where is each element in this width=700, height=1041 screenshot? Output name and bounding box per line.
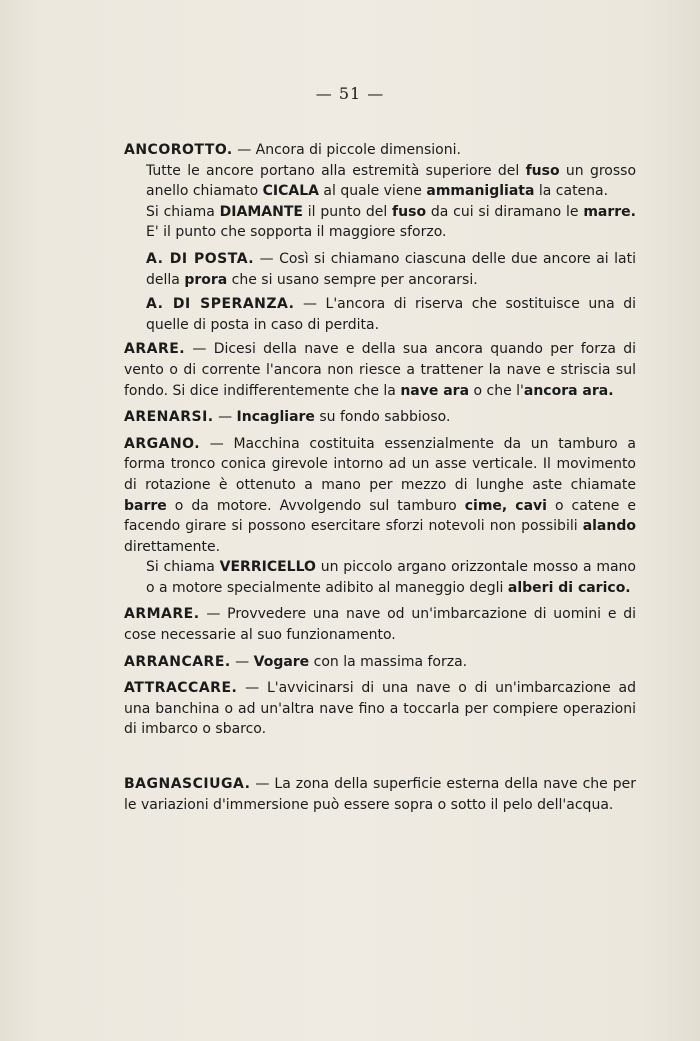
bold-term: barre (124, 497, 167, 514)
headword: ATTRACCARE. (124, 680, 238, 697)
bold-term: alberi di carico. (507, 579, 631, 596)
text: E' il punto che sopporta il maggiore sforzo. (146, 224, 447, 241)
text: L'ancora di riserva che sostituisce una di quelle di posta in caso di perdita. (146, 296, 636, 333)
bold-term: marre. (583, 203, 636, 220)
em-dash: — (254, 250, 280, 267)
headword: BAGNASCIUGA. (124, 776, 251, 793)
em-dash: — (213, 409, 237, 426)
bold-term: DIAMANTE (219, 203, 303, 220)
entry-arenarsi (124, 407, 636, 428)
em-dash: — (199, 606, 228, 623)
text: la catena. (534, 183, 609, 200)
entry-argano-paragraph-2 (124, 557, 636, 598)
bold-term: fuso (525, 162, 560, 179)
text: Tutte le ancore portano alla estremità superiore del (146, 162, 526, 179)
entry-attraccare (124, 678, 636, 740)
text: Si chiama (146, 203, 220, 220)
text: su fondo sabbioso. (314, 409, 451, 426)
bold-term: cavi (515, 497, 547, 514)
text: Dicesi della nave e della sua ancora quando per forza di vento o di corrente l'ancora non riesce a trattener la nave e striscia sul fondo. Si dice indifferentemente che la (124, 341, 636, 399)
bold-term: alando (582, 518, 636, 535)
text: Si chiama (146, 559, 220, 576)
text: L'avvicinarsi di una nave o di un'imbarcazione ad una banchina o ad un'altra nave fino a toccarla per compiere operazioni di imbarco o sbarco. (124, 680, 636, 738)
entry-ancorotto-paragraph-2 (124, 202, 636, 243)
text: con la massima forza. (309, 653, 468, 670)
text: da cui si diramano le (426, 203, 584, 220)
text: il punto del (302, 203, 393, 220)
section-gap (124, 746, 636, 774)
page-number: — 51 — (315, 84, 385, 103)
bold-term: ancora ara. (523, 382, 614, 399)
entry-argano (124, 434, 636, 599)
text: o da motore. Avvolgendo sul tamburo (166, 497, 465, 514)
bold-term: cime, (464, 497, 508, 514)
text: un grosso anello chiamato (146, 162, 637, 200)
definition-text: Ancora di piccole dimensioni. (255, 142, 461, 158)
headword: ARGANO. (124, 435, 201, 452)
text: o che l' (469, 382, 524, 399)
entry-ancorotto-paragraph-1 (124, 161, 636, 202)
entry-ancorotto (124, 140, 636, 243)
em-dash: — (250, 776, 275, 793)
headword: ARMARE. (124, 606, 200, 623)
em-dash: — (200, 435, 234, 452)
headword: A. DI SPERANZA. (146, 296, 295, 313)
em-dash: — (294, 296, 326, 313)
text: La zona della superficie esterna della nave che per le variazioni d'immersione può essere sopra o sotto il pelo dell'acqua. (124, 776, 636, 813)
text: o catene e facendo girare si possono esercitare sforzi notevoli non possibili (124, 497, 636, 535)
bold-term: prora (184, 271, 228, 288)
em-dash: — (230, 653, 254, 670)
bold-term: Incagliare (236, 409, 315, 426)
text: Macchina costituita essenzialmente da un tamburo a forma tronco conica girevole intorno ad un asse verticale. Il movimento di rotazione è ottenuto a mano per mezzo di lunghe aste chiamate (124, 435, 636, 493)
glossary-content (124, 140, 636, 821)
headword: ARENARSI. (124, 409, 214, 426)
bold-term: CICALA (262, 183, 319, 200)
bold-term: nave ara (400, 382, 470, 399)
headword: ARRANCARE. (124, 653, 231, 670)
headword: ARARE. (124, 341, 186, 358)
entry-bagnasciuga (124, 774, 636, 815)
bold-term: Vogare (253, 653, 310, 670)
bold-term: VERRICELLO (219, 559, 316, 576)
entry-arare (124, 339, 636, 401)
entry-a-di-posta (124, 249, 636, 290)
headword: A. DI POSTA. (146, 250, 255, 267)
entry-arrancare (124, 652, 636, 673)
text: che si usano sempre per ancorarsi. (227, 271, 478, 288)
headword: ANCOROTTO. (124, 142, 233, 158)
em-dash: — (185, 341, 214, 358)
text: al quale viene (318, 183, 427, 200)
entry-argano-definition (124, 434, 636, 558)
text: un piccolo argano orizzontale mosso a mano o a motore specialmente adibito al maneggio degli (146, 559, 637, 596)
entry-a-di-speranza (124, 294, 636, 335)
text: direttamente. (124, 538, 221, 555)
text: Così si chiamano ciascuna delle due ancore ai lati della (146, 250, 636, 288)
em-dash: — (232, 142, 256, 158)
bold-term: ammanigliata (426, 183, 535, 200)
text: Provvedere una nave od un'imbarcazione di uomini e di cose necessarie al suo funzionamento. (124, 606, 636, 644)
em-dash: — (237, 680, 267, 697)
entry-ancorotto-definition (124, 140, 636, 161)
entry-armare (124, 604, 636, 645)
bold-term: fuso (392, 203, 427, 220)
